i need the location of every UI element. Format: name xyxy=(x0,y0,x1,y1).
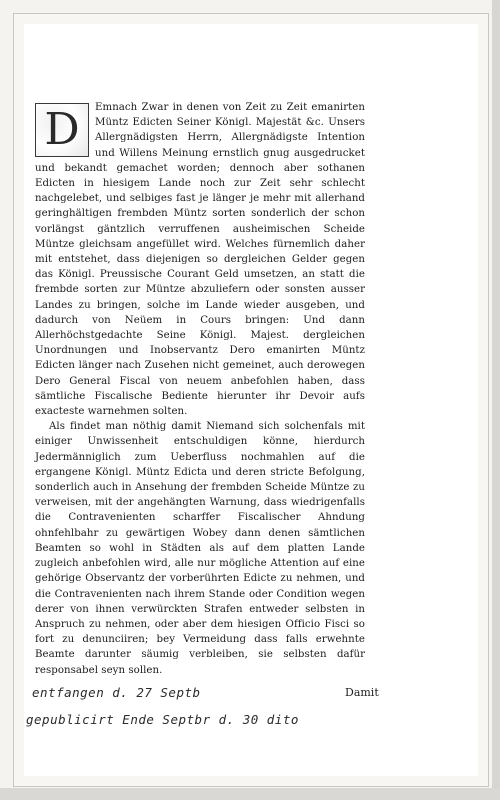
handwritten-note-1: entfangen d. 27 Septb xyxy=(32,685,201,700)
document-body xyxy=(35,100,365,678)
paragraph-2: Als findet man nöthig damit Niemand sich solchenfals mit einiger Unwissenheit entschuldigen könne, hierdurch Jedermänniglich zum Ueberfluss nochmahlen auf die ergangene Königl. Müntz Edicta und deren stricte Befolgung, sonderlich auch in Ansehung der frembden Scheide Müntze zu verweisen, mit der angehängten Warnung, dass wiedrigenfalls die Contravenienten scharffer Fiscalischer Ahndung ohnfehlbahr zu gewärtigen Wobey dann denen sämtlichen Beamten so wohl in Städten als auf dem platten Lande zugleich anbefohlen wird, alle nur mögliche Attention auf eine gehörige Observantz der vorberührten Edicte zu nehmen, und die Contravenienten nach ihrem Stande oder Condition wegen derer von ihnen verwürckten Strafen entweder selbsten in Anspruch zu nehmen, oder aber dem hiesigen Officio Fisci so fort zu denunciiren; bey Vermeidung dass falls erwehnte Beamte darunter säumig verbleiben, sie selbsten dafür responsabel seyn sollen. xyxy=(35,421,365,676)
scan-edge-bottom xyxy=(0,788,500,800)
paragraph-1: Emnach Zwar in denen von Zeit zu Zeit emanirten Müntz Edicten Seiner Königl. Majestät &c. Unsers Allergnädigsten Herrn, Allergnädigste Intention und Willens Meinung ernstlich gnug ausgedrucket und bekandt gemachet worden; dennoch aber sothanen Edicten in hiesigem Lande noch zur Zeit sehr schlecht nachgelebet, und selbiges fast je länger je mehr mit allerhand geringhältigen frembden Müntz sorten sonderlich der schon vorlängst gäntzlich verruffenen ausheimischen Scheide Müntze gleichsam angefüllet wird. Welches fürnemlich daher mit entstehet, dass diejenigen so dergleichen Gelder gegen das Königl. Preussische Courant Geld umsetzen, an statt die frembde sorten zur Müntze abzuliefern oder sonsten ausser Landes zu bringen, solche im Lande wieder ausgeben, und dadurch von Neüem in Cours bringen: Und dann Allerhöchstgedachte Seine Königl. Majest. dergleichen Unordnungen und Inobservantz Dero emanirten Müntz Edicten länger nach Zusehen nicht gemeinet, auch derowegen Dero General Fiscal von neuem anbefohlen haben, dass sämtliche Fiscalische Bediente hierunter ihr Devoir aufs exacteste warnehmen solten. xyxy=(35,102,365,418)
scan-edge-right xyxy=(492,0,500,800)
decorated-initial-letter: D xyxy=(44,104,80,155)
handwritten-note-2: gepublicirt Ende Septbr d. 30 dito xyxy=(26,712,299,727)
decorated-initial xyxy=(35,103,89,157)
catchword: Damit xyxy=(345,686,379,699)
